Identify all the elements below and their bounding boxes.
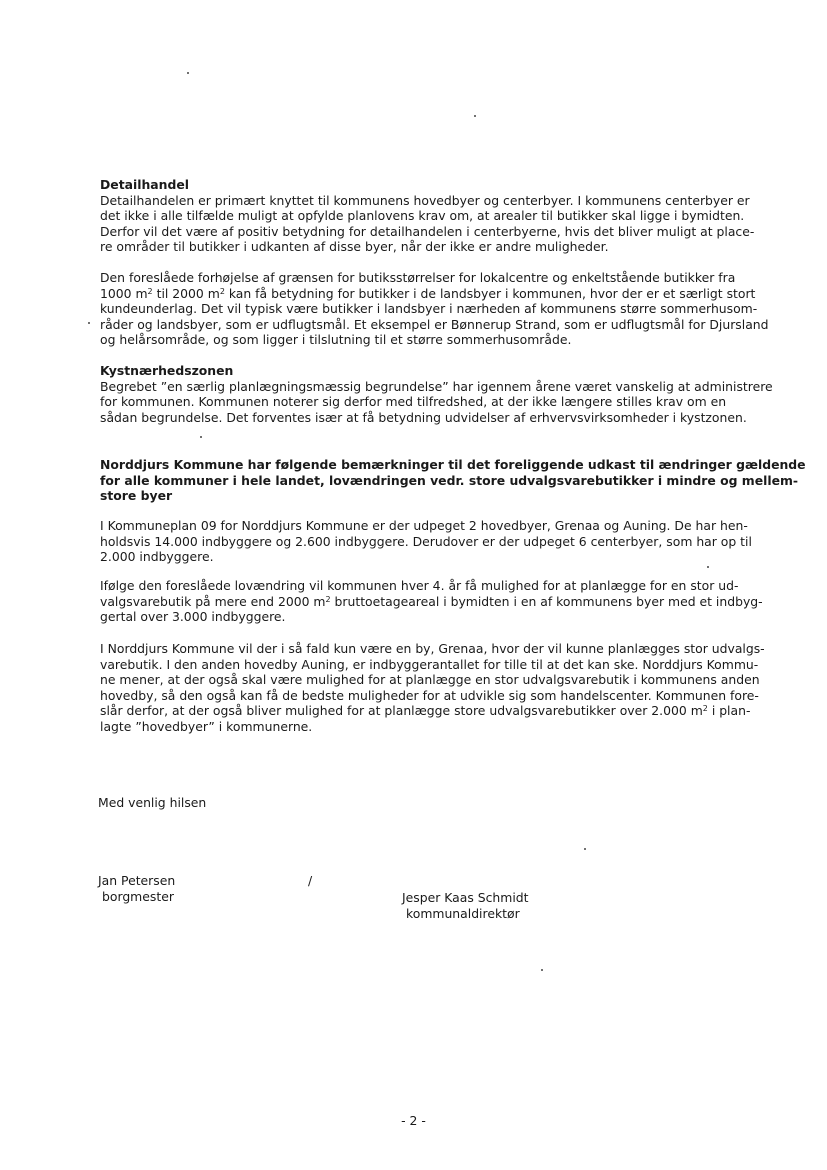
paragraph-line: det ikke i alle tilfælde muligt at opfylde planlovens krav om, at arealer til butikker skal ligge i bymidten. bbox=[100, 208, 745, 224]
paragraph-line: I Kommuneplan 09 for Norddjurs Kommune er der udpeget 2 hovedbyer, Grenaa og Auning. De har hen- bbox=[100, 518, 748, 533]
paragraph-line: Begrebet ”en særlig planlægningsmæssig begrundelse” har igennem årene været vanskelig at administrere bbox=[100, 378, 773, 394]
signature-slash: / bbox=[308, 873, 313, 888]
section-bemaerkninger bbox=[100, 457, 806, 504]
paragraph-line: for kommunen. Kommunen noterer sig derfor med tilfredshed, at der ikke længere stilles krav om en bbox=[100, 394, 727, 410]
paragraph-line: Detailhandelen er primært knyttet til kommunens hovedbyer og centerbyer. I kommunens centerbyer er bbox=[100, 192, 750, 208]
signatory-right-title: kommunaldirektør bbox=[406, 906, 520, 921]
scan-speck bbox=[584, 848, 586, 850]
paragraph-line: sådan begrundelse. Det forventes især at få betydning udvidelser af erhvervsvirksomheder i kystzonen. bbox=[100, 409, 747, 425]
signatory-left-title: borgmester bbox=[102, 889, 174, 904]
paragraph-line: holdsvis 14.000 indbyggere og 2.600 indbyggere. Derudover er der udpeget 6 centerbyer, som har op til bbox=[100, 533, 752, 549]
paragraph-line: lagte ”hovedbyer” i kommunerne. bbox=[100, 718, 313, 734]
signatory-left-name: Jan Petersen bbox=[98, 873, 176, 888]
paragraph-line: valgsvarebutik på mere end 2000 $m^2$ bruttoetageareal i bymidten i en af kommunens byer med et indbyg- bbox=[100, 593, 763, 609]
scan-speck bbox=[187, 72, 189, 74]
paragraph-line: 1000 $m^2$ til 2000 $m^2$ kan få betydning for butikker i de landsbyer i kommunen, hvor der er et særligt stort bbox=[100, 285, 756, 301]
paragraph-line: I Norddjurs Kommune vil der i så fald kun være en by, Grenaa, hvor der vil kunne planlægges stor udvalgs- bbox=[100, 641, 765, 656]
scan-speck bbox=[541, 969, 543, 971]
section-heading: Kystnærhedszonen bbox=[100, 363, 234, 378]
paragraph-kommuneplan bbox=[100, 518, 752, 565]
section-detailhandel bbox=[100, 177, 755, 255]
paragraph-line: gertal over 3.000 indbyggere. bbox=[100, 609, 286, 625]
paragraph-line: ne mener, at der også skal være mulighed for at planlægge en stor udvalgsvarebutik i kommunens anden bbox=[100, 672, 760, 688]
paragraph-line: slår derfor, at der også bliver mulighed for at planlægge store udvalgsvarebutikker over 2.000 $m^2$ i plan- bbox=[100, 703, 751, 719]
paragraph-line: Derfor vil det være af positiv betydning for detailhandelen i centerbyerne, hvis det bliver muligt at place- bbox=[100, 223, 755, 239]
closing-greeting: Med venlig hilsen bbox=[98, 795, 207, 810]
paragraph-butiksstorrelser bbox=[100, 270, 769, 348]
paragraph-line: kundeunderlag. Det vil typisk være butikker i landsbyer i nærheden af kommunens større sommerhusom- bbox=[100, 301, 758, 317]
paragraph-line: Ifølge den foreslåede lovændring vil kommunen hver 4. år få mulighed for at planlægge for en stor ud- bbox=[100, 578, 739, 593]
paragraph-line: Den foreslåede forhøjelse af grænsen for butiksstørrelser for lokalcentre og enkeltstående butikker fra bbox=[100, 270, 736, 285]
section-heading: for alle kommuner i hele landet, lovændringen vedr. store udvalgsvarebutikker i mindre og mellem- bbox=[100, 472, 799, 488]
section-kystnaerhedszonen bbox=[100, 363, 773, 425]
paragraph-line: og helårsområde, og som ligger i tilslutning til et større sommerhusområde. bbox=[100, 332, 572, 348]
page-number: - 2 - bbox=[401, 1113, 426, 1128]
paragraph-line: råder og landsbyer, som er udflugtsmål. Et eksempel er Bønnerup Strand, som er udflugtsmål for Djursland bbox=[100, 316, 769, 332]
scan-speck bbox=[707, 566, 709, 568]
section-heading: store byer bbox=[100, 488, 173, 504]
paragraph-grenaa-auning bbox=[100, 641, 765, 735]
section-heading: Norddjurs Kommune har følgende bemærkninger til det foreliggende udkast til ændringer gældende bbox=[100, 457, 806, 472]
paragraph-lovaendring bbox=[100, 578, 763, 625]
scan-speck bbox=[88, 322, 90, 324]
signatory-right-name: Jesper Kaas Schmidt bbox=[402, 890, 529, 905]
paragraph-line: hovedby, så den også kan få de bedste muligheder for at udvikle sig som handelscenter. Kommunen fore- bbox=[100, 687, 759, 703]
paragraph-line: varebutik. I den anden hovedby Auning, er indbyggerantallet for tille til at det kan ske. Norddjurs Kommu- bbox=[100, 656, 759, 672]
paragraph-line: re områder til butikker i udkanten af disse byer, når der ikke er andre muligheder. bbox=[100, 239, 609, 255]
section-heading: Detailhandel bbox=[100, 177, 189, 192]
scan-speck bbox=[474, 115, 476, 117]
paragraph-line: 2.000 indbyggere. bbox=[100, 549, 214, 565]
scan-speck bbox=[200, 436, 202, 438]
